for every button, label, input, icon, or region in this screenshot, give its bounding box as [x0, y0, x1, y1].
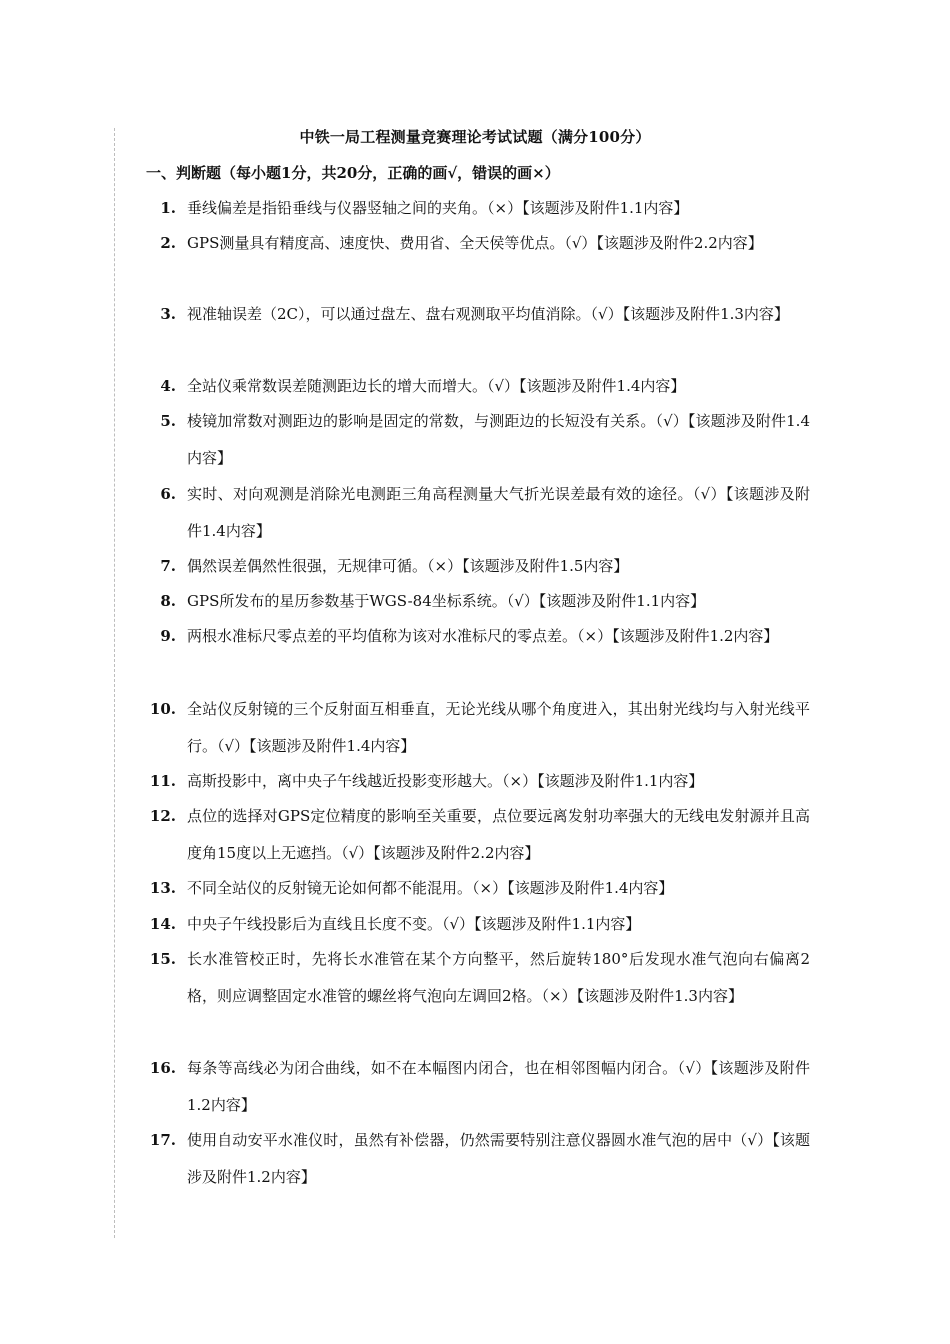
question-item: [146, 763, 810, 800]
question-number: 12.: [149, 807, 176, 825]
question-text: 点位的选择对GPS定位精度的影响至关重要，点位要远离发射功率强大的无线电发射源并且高度角15度以上无遮挡。（√）【该题涉及附件2.2内容】: [187, 807, 810, 862]
question-item: [146, 870, 810, 907]
question-item: [146, 906, 810, 943]
question-text: 每条等高线必为闭合曲线，如不在本幅图内闭合，也在相邻图幅内闭合。（√）【该题涉及附件1.2内容】: [187, 1059, 810, 1114]
question-item: [146, 618, 810, 655]
question-item: [146, 403, 810, 477]
question-number: 1.: [160, 199, 176, 217]
question-number: 8.: [160, 592, 176, 610]
question-text: GPS所发布的星历参数基于WGS-84坐标系统。（√）【该题涉及附件1.1内容】: [187, 592, 706, 610]
question-text: 实时、对向观测是消除光电测距三角高程测量大气折光误差最有效的途径。（√）【该题涉及附件1.4内容】: [187, 485, 810, 540]
question-number: 7.: [160, 557, 176, 575]
question-item: [146, 190, 810, 227]
question-item: [146, 583, 810, 620]
question-number: 5.: [160, 412, 176, 430]
question-text: 视准轴误差（2C），可以通过盘左、盘右观测取平均值消除。（√）【该题涉及附件1.3内容】: [187, 305, 789, 323]
question-number: 15.: [149, 950, 176, 968]
question-number: 11.: [149, 772, 176, 790]
question-item: [146, 941, 810, 1015]
question-text: 偶然误差偶然性很强，无规律可循。（×）【该题涉及附件1.5内容】: [187, 557, 629, 575]
question-number: 13.: [149, 879, 176, 897]
question-number: 10.: [149, 700, 176, 718]
question-number: 14.: [149, 915, 176, 933]
question-text: 全站仪反射镜的三个反射面互相垂直，无论光线从哪个角度进入，其出射光线均与入射光线平行。（√）【该题涉及附件1.4内容】: [187, 700, 810, 755]
question-item: [146, 1050, 810, 1124]
question-number: 6.: [160, 485, 176, 503]
question-number: 4.: [160, 377, 176, 395]
question-text: 中央子午线投影后为直线且长度不变。（√）【该题涉及附件1.1内容】: [187, 915, 641, 933]
question-text: 垂线偏差是指铅垂线与仪器竖轴之间的夹角。（×）【该题涉及附件1.1内容】: [187, 199, 689, 217]
question-text: 全站仪乘常数误差随测距边长的增大而增大。（√）【该题涉及附件1.4内容】: [187, 377, 686, 395]
question-item: [146, 225, 810, 262]
question-text: 使用自动安平水准仪时，虽然有补偿器，仍然需要特别注意仪器圆水准气泡的居中（√）【该题涉及附件1.2内容】: [187, 1131, 810, 1186]
question-number: 3.: [160, 305, 176, 323]
question-item: [146, 798, 810, 872]
question-number: 17.: [149, 1131, 176, 1149]
section-heading: 一、判断题（每小题1分，共20分，正确的画√，错误的画×）: [146, 164, 560, 182]
question-number: 2.: [160, 234, 176, 252]
question-item: [146, 691, 810, 765]
question-text: 棱镜加常数对测距边的影响是固定的常数，与测距边的长短没有关系。（√）【该题涉及附件1.4内容】: [187, 412, 810, 467]
question-number: 9.: [160, 627, 176, 645]
question-text: GPS测量具有精度高、速度快、费用省、全天侯等优点。（√）【该题涉及附件2.2内容】: [187, 234, 763, 252]
question-text: 不同全站仪的反射镜无论如何都不能混用。（×）【该题涉及附件1.4内容】: [187, 879, 674, 897]
binding-margin-line: [114, 128, 115, 1238]
question-text: 高斯投影中，离中央子午线越近投影变形越大。（×）【该题涉及附件1.1内容】: [187, 772, 704, 790]
question-item: [146, 368, 810, 405]
question-item: [146, 476, 810, 550]
question-item: [146, 296, 810, 333]
question-number: 16.: [149, 1059, 176, 1077]
question-item: [146, 1122, 810, 1196]
question-item: [146, 548, 810, 585]
question-text: 长水准管校正时，先将长水准管在某个方向整平，然后旋转180°后发现水准气泡向右偏离2格，则应调整固定水准管的螺丝将气泡向左调回2格。（×）【该题涉及附件1.3内容】: [187, 950, 810, 1005]
exam-title: 中铁一局工程测量竞赛理论考试试题（满分100分）: [299, 128, 651, 146]
question-text: 两根水准标尺零点差的平均值称为该对水准标尺的零点差。（×）【该题涉及附件1.2内容】: [187, 627, 779, 645]
